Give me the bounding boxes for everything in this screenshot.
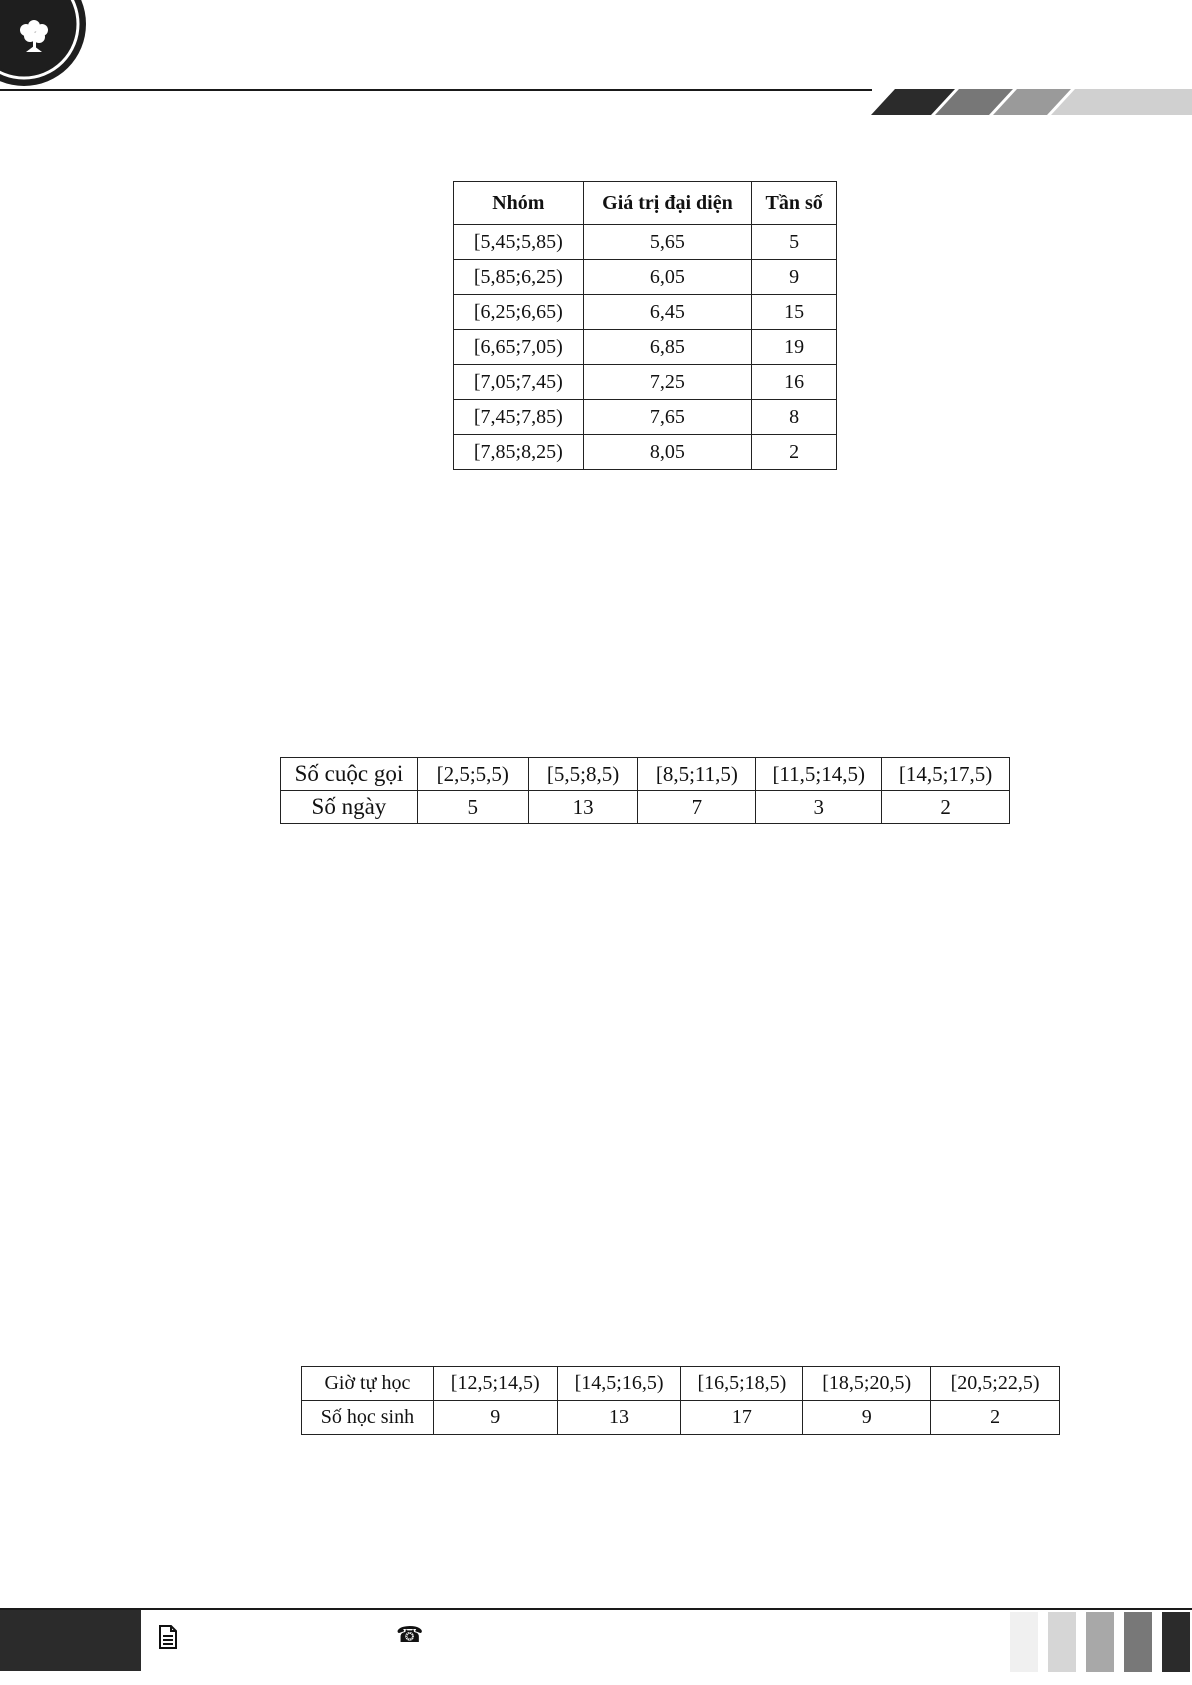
cell-frequency: 9 [752,260,837,295]
cell-frequency: 5 [752,225,837,260]
header-rule [0,89,872,91]
table-header-row [454,182,837,225]
cell-count: 3 [756,791,882,824]
cell-group: [7,85;8,25) [454,435,584,470]
cell-count: 17 [681,1401,803,1435]
row-label-days: Số ngày [281,791,418,824]
table-row [454,225,837,260]
cell-interval: [8,5;11,5) [638,758,756,791]
cell-interval: [2,5;5,5) [417,758,528,791]
cell-interval: [14,5;16,5) [557,1367,681,1401]
cell-interval: [14,5;17,5) [882,758,1010,791]
study-hours-table [301,1366,1060,1435]
table-row [281,791,1010,824]
table-row [454,295,837,330]
row-label-calls: Số cuộc gọi [281,758,418,791]
cell-count: 9 [803,1401,931,1435]
cell-interval: [11,5;14,5) [756,758,882,791]
table-row [454,435,837,470]
cell-value: 8,05 [583,435,752,470]
footer-dark-block [0,1610,141,1671]
cell-count: 7 [638,791,756,824]
frequency-table [453,181,837,470]
cell-group: [7,45;7,85) [454,400,584,435]
cell-group: [6,65;7,05) [454,330,584,365]
table-row [302,1401,1060,1435]
table-row [454,260,837,295]
calls-table [280,757,1010,824]
document-icon [158,1625,178,1649]
footer-bars [1010,1612,1192,1672]
cell-count: 2 [882,791,1010,824]
cell-value: 6,85 [583,330,752,365]
table-row [281,758,1010,791]
cell-frequency: 16 [752,365,837,400]
header-stripes [853,89,1192,115]
cell-interval: [5,5;8,5) [528,758,638,791]
cell-value: 7,65 [583,400,752,435]
cell-value: 6,05 [583,260,752,295]
cell-group: [5,85;6,25) [454,260,584,295]
table-row [454,330,837,365]
cell-count: 13 [557,1401,681,1435]
row-label-students: Số học sinh [302,1401,434,1435]
header-logo [0,0,88,88]
header-group: Nhóm [454,182,584,225]
table-row [454,400,837,435]
cell-count: 9 [433,1401,557,1435]
cell-interval: [16,5;18,5) [681,1367,803,1401]
cell-group: [5,45;5,85) [454,225,584,260]
phone-icon: ☎ [396,1623,424,1648]
cell-value: 5,65 [583,225,752,260]
cell-count: 13 [528,791,638,824]
cell-interval: [18,5;20,5) [803,1367,931,1401]
header-representative-value: Giá trị đại diện [583,182,752,225]
cell-frequency: 15 [752,295,837,330]
footer-rule [0,1608,1192,1610]
header-frequency: Tần số [752,182,837,225]
cell-group: [7,05;7,45) [454,365,584,400]
table-row [302,1367,1060,1401]
cell-frequency: 19 [752,330,837,365]
cell-value: 7,25 [583,365,752,400]
cell-interval: [12,5;14,5) [433,1367,557,1401]
cell-frequency: 2 [752,435,837,470]
cell-interval: [20,5;22,5) [931,1367,1060,1401]
table-row [454,365,837,400]
row-label-study-hours: Giờ tự học [302,1367,434,1401]
cell-group: [6,25;6,65) [454,295,584,330]
cell-count: 5 [417,791,528,824]
cell-frequency: 8 [752,400,837,435]
cell-count: 2 [931,1401,1060,1435]
cell-value: 6,45 [583,295,752,330]
